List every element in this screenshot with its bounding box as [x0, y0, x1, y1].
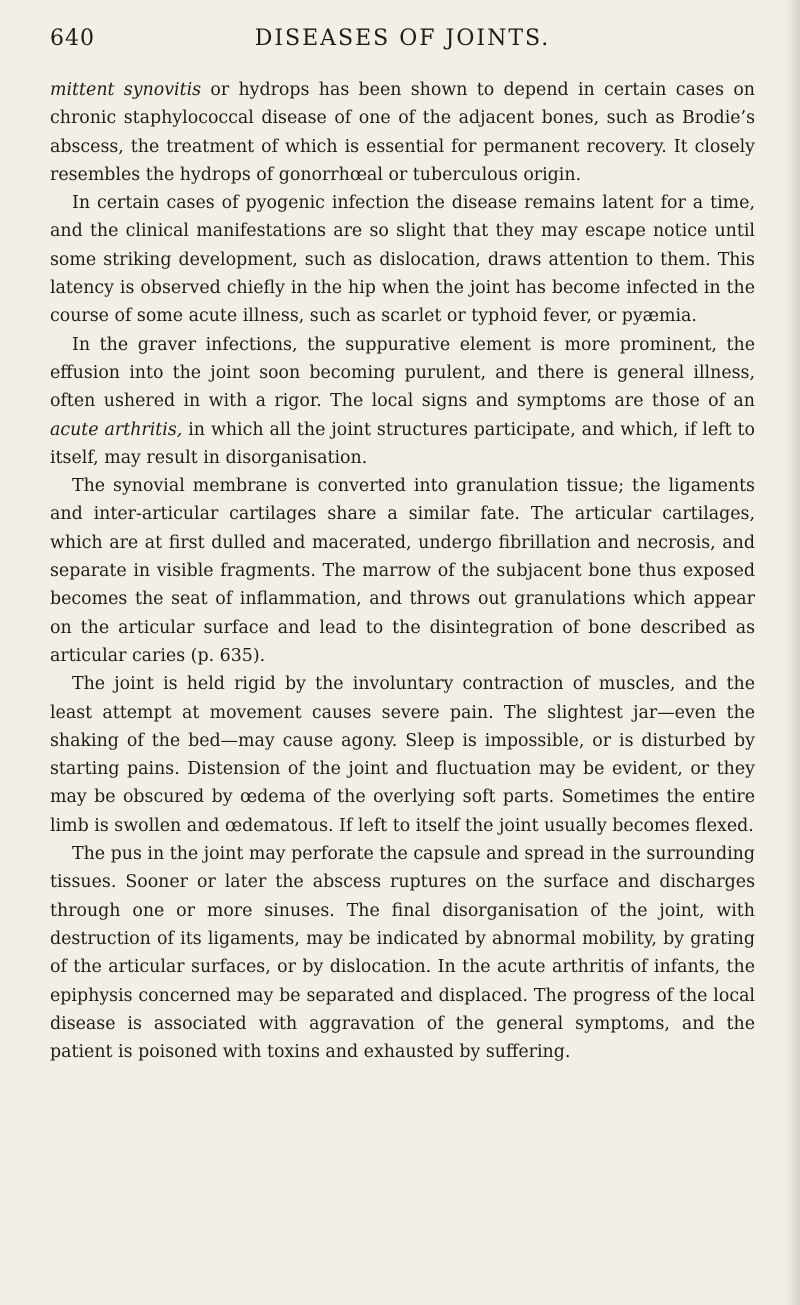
paragraph	[50, 472, 755, 670]
body-text	[50, 76, 755, 1066]
paragraph	[50, 840, 755, 1066]
page-edge-shadow	[786, 0, 800, 1305]
paragraph	[50, 331, 755, 472]
page-header	[50, 26, 755, 62]
paragraph-text: The joint is held rigid by the involuntary contraction of muscles, and the least attempt at movement causes severe pain. The slightest jar—even the shaking of the bed—may cause agony. Sleep is impossible, or is disturbed by starting pains. Distension of the joint and fluctuation may be evident, or they may be obscured by œdema of the overlying soft parts. Sometimes the entire limb is swollen and œdematous. If left to itself the joint usually becomes flexed.	[50, 674, 755, 836]
paragraph	[50, 670, 755, 840]
page-number: 640	[50, 26, 95, 51]
paragraph	[50, 189, 755, 330]
paragraph-text: In the graver infections, the suppurative element is more prominent, the effusion into the joint soon becoming purulent, and there is general illness, often ushered in with a rigor. The local signs and symptoms are those of an	[50, 334, 755, 412]
italic-term: mittent synovitis	[50, 80, 202, 100]
paragraph-continued	[50, 76, 755, 189]
italic-term: acute arthritis,	[50, 419, 183, 440]
paragraph-text: The synovial membrane is converted into granulation tissue; the ligaments and inter-articular cartilages share a similar fate. The articular cartilages, which are at first dulled and macerated, undergo fibrillation and necrosis, and separate in visible fragments. The marrow of the subjacent bone thus exposed becomes the seat of inflammation, and throws out granulations which appear on the articular surface and lead to the disintegration of bone described as articular caries (p. 635).	[50, 476, 755, 666]
paragraph-text: The pus in the joint may perforate the capsule and spread in the surrounding tissues. Sooner or later the abscess ruptures on the surface and discharges through one or more sinuses. The final disorganisation of the joint, with destruction of its ligaments, may be indicated by abnormal mobility, by grating of the articular surfaces, or by dislocation. In the acute arthritis of infants, the epiphysis concerned may be separated and displaced. The progress of the local disease is associated with aggravation of the general symptoms, and the patient is poisoned with toxins and exhausted by suffering.	[50, 844, 755, 1063]
paragraph-text: or hydrops has been shown to depend in certain cases on chronic staphylococcal disease of one of the adjacent bones, such as Brodie’s abscess, the treatment of which is essential for permanent recovery. It closely resembles the hydrops of gonorrhœal or tuberculous origin.	[50, 80, 755, 185]
running-head: DISEASES OF JOINTS.	[254, 26, 551, 51]
paragraph-text: in which all the joint structures participate, and which, if left to itself, may result in disorganisation.	[50, 419, 755, 468]
paragraph-text: In certain cases of pyogenic infection the disease remains latent for a time, and the clinical manifestations are so slight that they may escape notice until some striking development, such as dislocation, draws attention to them. This latency is observed chiefly in the hip when the joint has become infected in the course of some acute illness, such as scarlet or typhoid fever, or pyæmia.	[50, 193, 755, 327]
